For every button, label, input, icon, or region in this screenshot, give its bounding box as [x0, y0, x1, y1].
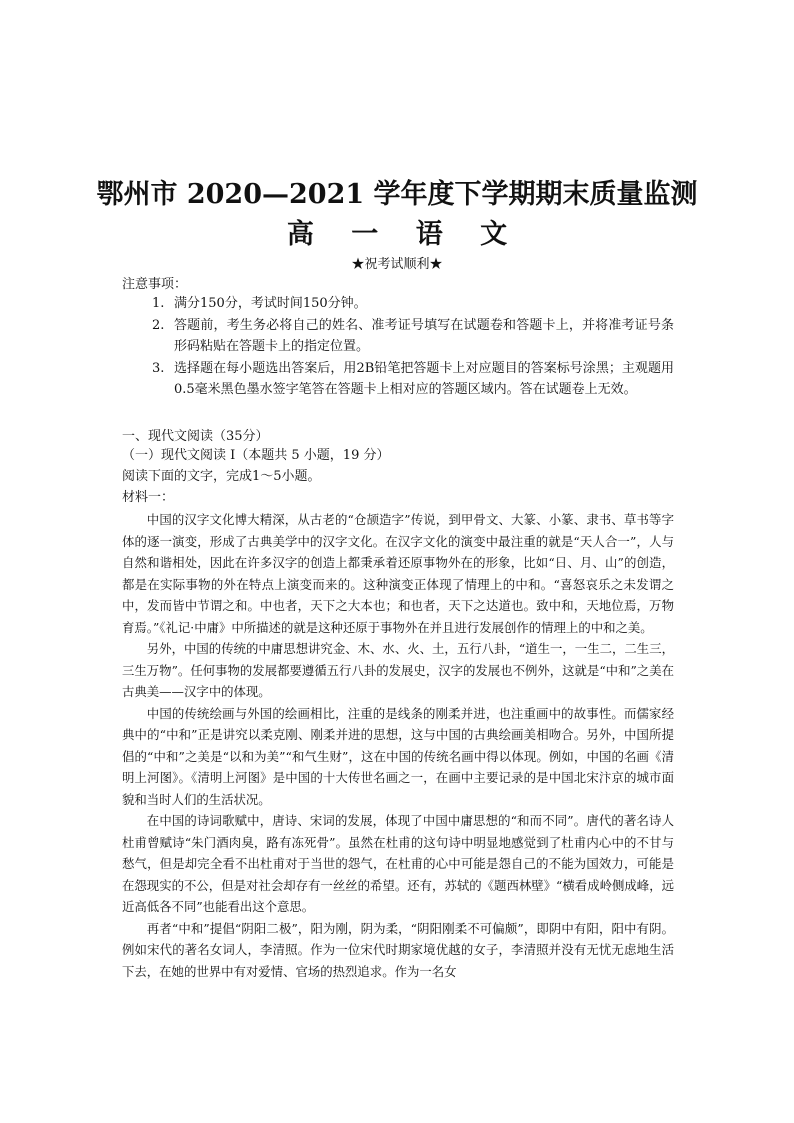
- notice-list: [152, 293, 674, 401]
- material-label: 材料一：: [122, 490, 175, 505]
- good-luck-line: ★祝考试顺利★: [351, 257, 443, 272]
- exam-title: 鄂州市 2020—2021 学年度下学期期末质量监测: [96, 179, 698, 210]
- sub-section-heading: （一）现代文阅读 I（本题共 5 小题，19 分）: [122, 448, 390, 463]
- notice-text: 选择题在每小题选出答案后，用2B铅笔把答题卡上对应题目的答案标号涂黑；主观题用0.5毫米黑色墨水签字笔答在答题卡上相对应的答题区域内。答在试题卷上无效。: [174, 360, 674, 397]
- notice-heading: 注意事项：: [122, 277, 188, 292]
- part-one-heading: 一、现代文阅读（35分）: [122, 429, 269, 444]
- material-body: [122, 509, 674, 982]
- notice-text: 满分150分，考试时间150分钟。: [174, 296, 367, 311]
- paragraph: 中国的传统绘画与外国的绘画相比，注重的是线条的刚柔并进，也注重画中的故事性。而儒家经典中的“中和”正是讲究以柔克刚、刚柔并进的思想，这与中国的古典绘画美相吻合。另外，中国所提倡的“中和”之美是“以和为美”“和气生财”，这在中国的传统名画中得以体现。例如，中国的名画《清明上河图》。《清明上河图》是中国的十大传世名画之一，在画中主要记录的是中国北宋汴京的城市面貌和当时人们的生活状况。: [122, 705, 674, 807]
- notice-number: 1.: [152, 296, 165, 311]
- subject-title: 高 一 语 文: [286, 219, 522, 250]
- paragraph: 另外，中国的传统的中庸思想讲究金、木、水、火、土，五行八卦，“道生一，一生二，二生三，三生万物”。任何事物的发展都要遵循五行八卦的发展史，汉字的发展也不例外，这就是“中和”之美在古典美——汉字中的体现。: [122, 641, 674, 699]
- paragraph: 在中国的诗词歌赋中，唐诗、宋词的发展，体现了中国中庸思想的“和而不同”。唐代的著名诗人杜甫曾赋诗“朱门酒肉臭，路有冻死骨”。虽然在杜甫的这句诗中明显地感觉到了杜甫内心中的不甘与愁气，但是却完全看不出杜甫对于当世的怨气，在杜甫的心中可能是怨自己的不能为国效力，可能是在怨现实的不公，但是对社会却存有一丝丝的希望。还有，苏轼的《题西林壁》“横看成岭侧成峰，远近高低各不同”也能看出这个意思。: [122, 813, 674, 914]
- notice-item: [152, 358, 674, 401]
- paragraph: 再者“中和”提倡“阴阳二极”，阳为刚，阴为柔，“阴阳刚柔不可偏颇”，即阴中有阳，阳中有阴。例如宋代的著名女词人，李清照。作为一位宋代时期家境优越的女子，李清照并没有无忧无虑地生活下去，在她的世界中有对爱情、官场的热烈追求。作为一名女: [122, 920, 674, 979]
- notice-item: [152, 293, 674, 315]
- notice-number: 2.: [152, 317, 165, 333]
- notice-text: 答题前，考生务必将自己的姓名、准考证号填写在试题卷和答题卡上，并将准考证号条形码粘贴在答题卡上的指定位置。: [174, 317, 674, 354]
- paragraph: 中国的汉字文化博大精深，从古老的“仓颉造字”传说，到甲骨文、大篆、小篆、隶书、草书等字体的逐一演变，形成了古典美学中的汉字文化。在汉字文化的演变中最注重的就是“天人合一”，人与自然和谐相处，因此在许多汉字的创造上都秉承着还原事物外在的形象，比如“日、月、山”的创造，都是在实际事物的外在特点上演变而来的。这种演变正体现了情理上的中和。“喜怒哀乐之未发谓之中，发而皆中节谓之和。中也者，天下之大本也；和也者，天下之达道也。致中和，天地位焉，万物育焉。”《礼记·中庸》中所描述的就是这种还原于事物外在并且进行发展创作的情理上的中和之美。: [122, 512, 674, 635]
- reading-instruction: 阅读下面的文字，完成1～5小题。: [122, 469, 321, 484]
- notice-number: 3.: [152, 360, 165, 376]
- notice-item: [152, 315, 674, 358]
